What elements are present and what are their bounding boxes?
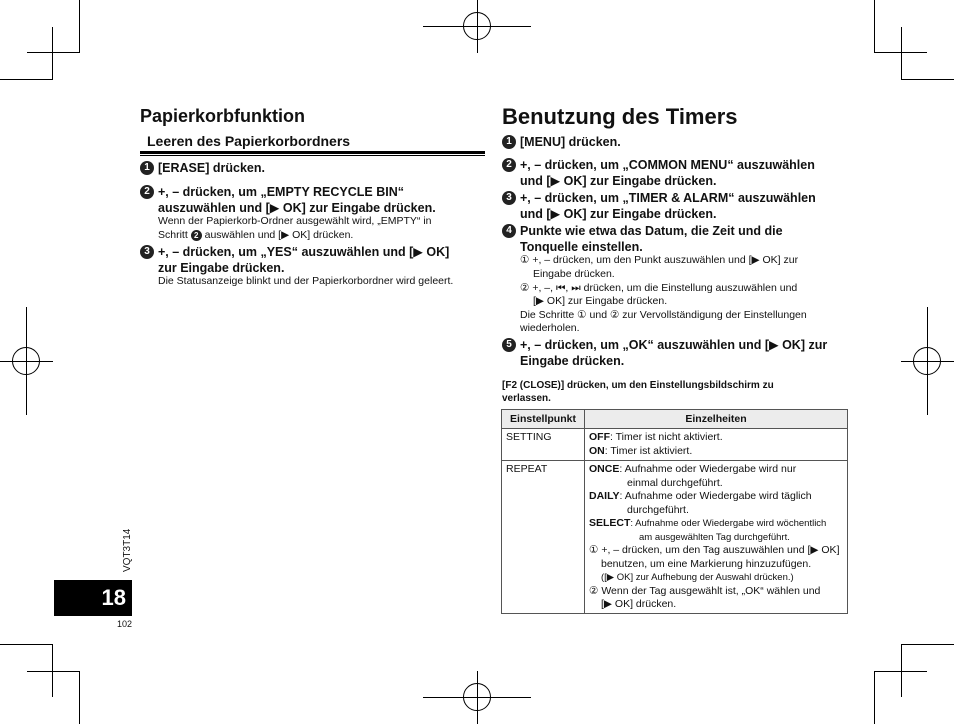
- step-number: 2: [502, 158, 516, 172]
- detail-line: [589, 445, 843, 459]
- step-text: auszuwählen und [▶ OK] zur Eingabe drücken.: [158, 201, 436, 215]
- crop-mark: [901, 644, 902, 697]
- subtitle-rule: [140, 155, 485, 156]
- detail-value: : Timer ist nicht aktiviert.: [610, 431, 723, 443]
- detail-line: benutzen, um eine Markierung hinzuzufügen.: [601, 557, 812, 570]
- step-note: Eingabe drücken.: [533, 268, 615, 280]
- detail-line: durchgeführt.: [627, 503, 689, 516]
- crop-mark: [79, 0, 80, 53]
- detail-line: [589, 463, 843, 477]
- crop-mark: [0, 79, 53, 80]
- step-text: +, – drücken, um „TIMER & ALARM“ auszuwählen: [520, 191, 816, 205]
- detail-key: SELECT: [589, 517, 631, 529]
- table-cell-details: [585, 461, 848, 614]
- step-note: ① +, – drücken, um den Punkt auszuwählen und [▶ OK] zur: [520, 254, 799, 266]
- crop-mark: [79, 671, 80, 724]
- crop-mark: [874, 0, 875, 53]
- detail-key: OFF: [589, 431, 610, 443]
- close-note: [F2 (CLOSE)] drücken, um den Einstellungsbildschirm zu: [502, 380, 774, 391]
- step-number: 4: [502, 224, 516, 238]
- table-header-row: [502, 410, 848, 429]
- step-text: +, – drücken, um „EMPTY RECYCLE BIN“: [158, 185, 405, 199]
- crop-mark: [901, 79, 954, 80]
- detail-value: : Aufnahme oder Wiedergabe wird wöchentlich: [630, 518, 827, 529]
- step-number: 1: [502, 135, 516, 149]
- close-note: verlassen.: [502, 393, 551, 404]
- step-note: wiederholen.: [520, 322, 580, 334]
- detail-key: DAILY: [589, 490, 620, 502]
- detail-value: : Timer ist aktiviert.: [604, 444, 693, 457]
- detail-line: [▶ OK] drücken.: [601, 598, 677, 610]
- table-header: Einzelheiten: [585, 410, 848, 429]
- crop-mark: [901, 644, 954, 645]
- detail-line: ① +, – drücken, um den Tag auszuwählen und [▶ OK]: [589, 544, 840, 556]
- step-number: 2: [140, 185, 154, 199]
- registration-mark: [927, 307, 928, 415]
- step-text: Punkte wie etwa das Datum, die Zeit und die: [520, 224, 783, 238]
- page-title: Benutzung des Timers: [502, 104, 738, 129]
- detail-line: ② Wenn der Tag ausgewählt ist, „OK“ wählen und: [589, 584, 821, 597]
- detail-line: [589, 517, 843, 531]
- step-text: [MENU] drücken.: [520, 135, 621, 149]
- crop-mark: [874, 671, 875, 724]
- step-number: 3: [140, 245, 154, 259]
- settings-table: [501, 409, 848, 614]
- detail-line: ([▶ OK] zur Aufhebung der Auswahl drücken.): [601, 572, 794, 583]
- registration-mark: [477, 0, 478, 53]
- step-number: 3: [502, 191, 516, 205]
- step-text: Eingabe drücken.: [520, 354, 625, 368]
- table-row: [502, 461, 848, 614]
- step-text: [ERASE] drücken.: [158, 161, 265, 175]
- step-text: +, – drücken, um „COMMON MENU“ auszuwählen: [520, 158, 815, 172]
- section-title: Papierkorbfunktion: [140, 106, 306, 126]
- step-number: 5: [502, 338, 516, 352]
- step-text: zur Eingabe drücken.: [158, 261, 285, 275]
- detail-key: ON: [589, 444, 605, 457]
- step-note: ② +, –, ⏮, ⏭ drücken, um die Einstellung auszuwählen und: [520, 282, 798, 294]
- model-number: VQT3T14: [122, 528, 133, 572]
- subtitle-rule: [140, 151, 485, 154]
- detail-line: [589, 431, 843, 445]
- crop-mark: [901, 27, 902, 80]
- step-note-part: Schritt: [158, 229, 191, 241]
- detail-value: : Aufnahme oder Wiedergabe wird nur: [619, 463, 797, 475]
- step-text: Tonquelle einstellen.: [520, 240, 643, 254]
- step-note: [▶ OK] zur Eingabe drücken.: [533, 295, 668, 307]
- step-note: Die Statusanzeige blinkt und der Papierkorbordner wird geleert.: [158, 275, 454, 287]
- detail-key: ONCE: [589, 463, 620, 475]
- step-text: +, – drücken, um „OK“ auszuwählen und [▶ OK] zur: [520, 338, 828, 352]
- page-number-small: 102: [117, 619, 133, 629]
- table-cell-item: REPEAT: [502, 461, 585, 614]
- step-note-part: auswählen und [▶ OK] drücken.: [201, 229, 354, 241]
- step-text: und [▶ OK] zur Eingabe drücken.: [520, 174, 717, 188]
- crop-mark: [0, 644, 53, 645]
- detail-value: : Aufnahme oder Wiedergabe wird täglich: [619, 490, 812, 502]
- page-number-tab: [54, 580, 132, 616]
- table-header: Einstellpunkt: [502, 410, 585, 429]
- detail-line: am ausgewählten Tag durchgeführt.: [639, 531, 790, 543]
- step-note: [158, 229, 353, 243]
- step-number: 1: [140, 161, 154, 175]
- page-number: 18: [101, 585, 126, 610]
- step-text: und [▶ OK] zur Eingabe drücken.: [520, 207, 717, 221]
- crop-mark: [27, 52, 80, 53]
- step-note: Die Schritte ① und ② zur Vervollständigung der Einstellungen: [520, 309, 807, 321]
- crop-mark: [52, 27, 53, 80]
- table-cell-details: [585, 429, 848, 461]
- detail-line: [589, 490, 843, 504]
- step-number-inline: 2: [191, 230, 202, 241]
- table-row: [502, 429, 848, 461]
- table-cell-item: SETTING: [502, 429, 585, 461]
- step-text: +, – drücken, um „YES“ auszuwählen und [▶ OK]: [158, 245, 450, 259]
- crop-mark: [27, 671, 80, 672]
- crop-mark: [52, 644, 53, 697]
- registration-mark: [477, 671, 478, 724]
- section-subtitle: Leeren des Papierkorbordners: [147, 133, 351, 149]
- registration-mark: [26, 307, 27, 415]
- detail-line: einmal durchgeführt.: [627, 476, 723, 489]
- step-note: Wenn der Papierkorb-Ordner ausgewählt wird, „EMPTY“ in: [158, 215, 432, 227]
